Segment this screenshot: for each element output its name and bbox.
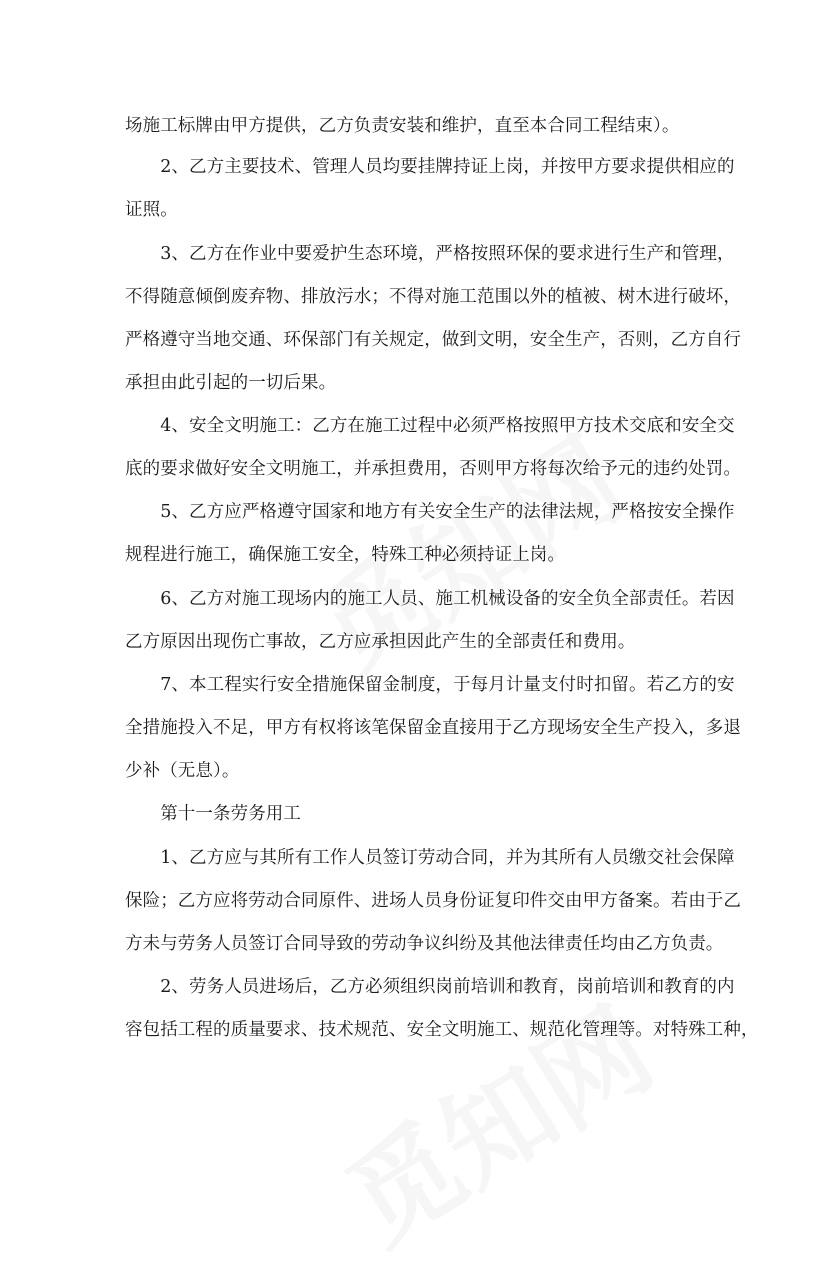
text-line: 容包括工程的质量要求、技术规范、安全文明施工、规范化管理等。对特殊工种， — [125, 1020, 759, 1040]
text-line: 保险；乙方应将劳动合同原件、进场人员身份证复印件交由甲方备案。若由于乙 — [125, 891, 741, 911]
watermark — [313, 965, 677, 1273]
text-line: 6、乙方对施工现场内的施工人员、施工机械设备的安全负全部责任。若因 — [125, 589, 735, 609]
text-line: 2、劳务人员进场后，乙方必须组织岗前培训和教育，岗前培训和教育的内 — [125, 977, 735, 997]
text-line: 少补（无息）。 — [125, 761, 240, 781]
text-line: 1、乙方应与其所有工作人员签订劳动合同，并为其所有人员缴交社会保障 — [125, 848, 735, 868]
text-line: 承担由此引起的一切后果。 — [125, 373, 337, 393]
text-line: 方未与劳务人员签订合同导致的劳动争议纠纷及其他法律责任均由乙方负责。 — [125, 934, 724, 954]
section-heading: 第十一条劳务用工 — [125, 804, 301, 824]
text-line: 不得随意倾倒废弃物、排放污水；不得对施工范围以外的植被、树木进行破坏， — [125, 287, 741, 307]
text-line: 3、乙方在作业中要爱护生态环境，严格按照环保的要求进行生产和管理， — [125, 244, 735, 264]
text-line: 场施工标牌由甲方提供，乙方负责安装和维护，直至本合同工程结束）。 — [125, 116, 680, 136]
text-line: 全措施投入不足，甲方有权将该笔保留金直接用于乙方现场安全生产投入，多退 — [125, 718, 741, 738]
text-line: 乙方原因出现伤亡事故，乙方应承担因此产生的全部责任和费用。 — [125, 632, 636, 652]
text-line: 2、乙方主要技术、管理人员均要挂牌持证上岗，并按甲方要求提供相应的 — [125, 157, 735, 177]
text-line: 5、乙方应严格遵守国家和地方有关安全生产的法律法规，严格按安全操作 — [125, 502, 735, 522]
text-line: 规程进行施工，确保施工安全，特殊工种必须持证上岗。 — [125, 545, 565, 565]
text-line: 7、本工程实行安全措施保留金制度，于每月计量支付时扣留。若乙方的安 — [125, 675, 735, 695]
text-line: 严格遵守当地交通、环保部门有关规定，做到文明，安全生产，否则，乙方自行 — [125, 330, 741, 350]
text-line: 证照。 — [125, 200, 178, 220]
text-line: 4、安全文明施工：乙方在施工过程中必须严格按照甲方技术交底和安全交 — [125, 416, 735, 436]
text-line: 底的要求做好安全文明施工，并承担费用，否则甲方将每次给予元的违约处罚。 — [125, 459, 741, 479]
